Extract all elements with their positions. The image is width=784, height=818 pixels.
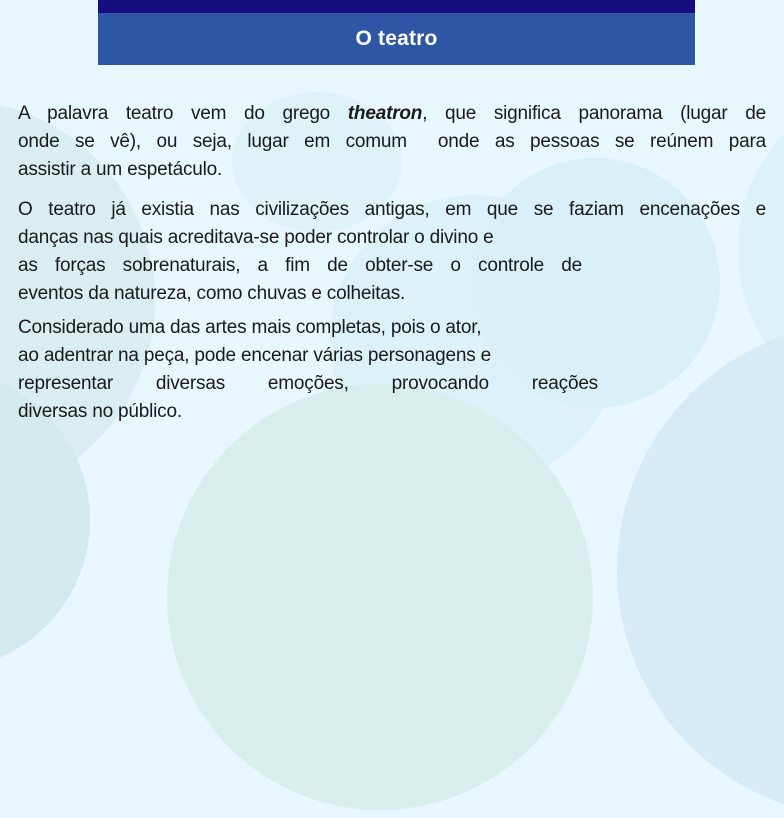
paragraph-line: ao adentrar na peça, pode encenar várias personagens e	[18, 345, 491, 366]
paragraph-line: onde se vê), ou seja, lugar em comum onde as pessoas se reúnem para	[18, 131, 766, 152]
paragraph-etymology	[18, 100, 766, 184]
paragraph-line: O teatro já existia nas civilizações antigas, em que se faziam encenações e	[18, 199, 766, 220]
paragraph-complete-art	[18, 314, 598, 426]
line-text: A palavra teatro vem do grego	[18, 103, 348, 124]
paragraph-line: danças nas quais acreditava-se poder controlar o divino e	[18, 227, 494, 248]
paragraph-line: eventos da natureza, como chuvas e colheitas.	[18, 283, 406, 304]
slide-body	[18, 100, 766, 426]
line-text: , que significa panorama (lugar de	[422, 103, 766, 124]
paragraph-line: diversas no público.	[18, 401, 182, 422]
slide-title: O teatro	[355, 27, 438, 50]
decor-circle-bottom-center	[167, 384, 593, 810]
paragraph-line: Considerado uma das artes mais completas, pois o ator,	[18, 317, 482, 338]
header-top-strip	[98, 0, 695, 13]
paragraph-line: assistir a um espetáculo.	[18, 159, 223, 180]
header-banner	[98, 0, 695, 65]
paragraph-line	[18, 100, 766, 128]
title-bar	[98, 13, 695, 65]
paragraph-line: representar diversas emoções, provocando reações	[18, 373, 598, 394]
paragraph-line: as forças sobrenaturais, a fim de obter-se o controle de	[18, 255, 582, 276]
emphasized-word: theatron	[347, 103, 423, 124]
paragraph-ancient-civilizations	[18, 196, 766, 308]
